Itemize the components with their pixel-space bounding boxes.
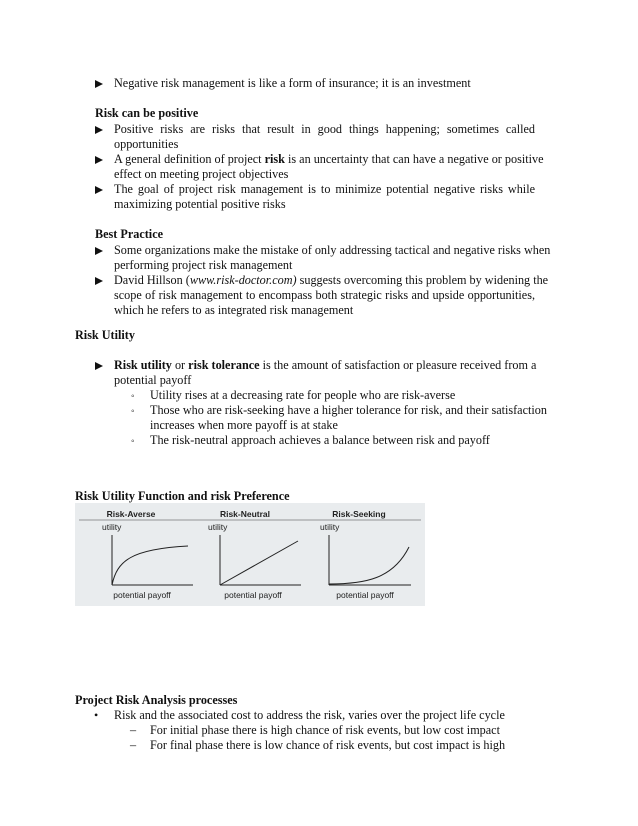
section-heading-positive: Risk can be positive xyxy=(95,106,199,120)
panel-title-seeking: Risk-Seeking xyxy=(332,509,386,519)
circle-bullet-icon: ◦ xyxy=(131,391,135,402)
panel-title-averse: Risk-Averse xyxy=(106,509,156,519)
utility-bullet-1-line-2: potential payoff xyxy=(114,373,192,387)
panel-averse xyxy=(112,535,193,585)
arrow-bullet-icon xyxy=(95,362,103,370)
analysis-sub-bullet-2: For final phase there is low chance of risk events, but cost impact is high xyxy=(150,738,506,752)
dash-bullet-icon: – xyxy=(130,723,137,737)
section-heading-best-practice: Best Practice xyxy=(95,227,164,241)
risk-utility-figure xyxy=(75,503,425,606)
section-heading-risk-utility: Risk Utility xyxy=(75,328,135,342)
round-bullet-icon: • xyxy=(94,708,99,722)
utility-curve-convex xyxy=(329,547,409,584)
utility-sub-bullet-2-line-2: increases when more payoff is at stake xyxy=(150,418,338,432)
xlabel-averse: potential payoff xyxy=(113,590,171,600)
xlabel-neutral: potential payoff xyxy=(224,590,282,600)
circle-bullet-icon: ◦ xyxy=(131,406,135,417)
panel-neutral xyxy=(220,535,301,585)
utility-line-linear xyxy=(220,541,298,585)
risk-utility-diagram xyxy=(75,503,425,606)
section-heading-analysis: Project Risk Analysis processes xyxy=(75,693,238,707)
best-bullet-1-line-1: Some organizations make the mistake of only addressing tactical and negative risks when xyxy=(114,243,551,257)
utility-bullet-1-line-1: Risk utility or risk tolerance is the amount of satisfaction or pleasure received from a xyxy=(114,358,537,372)
arrow-bullet-icon xyxy=(95,247,103,255)
positive-bullet-3-line-2: maximizing potential positive risks xyxy=(114,197,286,211)
utility-sub-bullet-3: The risk-neutral approach achieves a balance between risk and payoff xyxy=(150,433,490,447)
figure-heading: Risk Utility Function and risk Preference xyxy=(75,489,290,503)
positive-bullet-1-line-1: Positive risks are risks that result in good things happening; sometimes called xyxy=(114,122,535,136)
analysis-bullet-1: Risk and the associated cost to address the risk, varies over the project life cycle xyxy=(114,708,505,722)
positive-bullet-1-line-2: opportunities xyxy=(114,137,179,151)
arrow-bullet-icon xyxy=(95,80,103,88)
utility-curve-concave xyxy=(112,546,188,585)
utility-sub-bullet-2-line-1: Those who are risk-seeking have a higher tolerance for risk, and their satisfaction xyxy=(150,403,547,417)
utility-sub-bullet-1: Utility rises at a decreasing rate for people who are risk-averse xyxy=(150,388,456,402)
circle-bullet-icon: ◦ xyxy=(131,436,135,447)
arrow-bullet-icon xyxy=(95,277,103,285)
ylabel-neutral: utility xyxy=(208,522,228,532)
ylabel-averse: utility xyxy=(102,522,122,532)
dash-bullet-icon: – xyxy=(130,738,137,752)
xlabel-seeking: potential payoff xyxy=(336,590,394,600)
best-bullet-2-line-3: which he refers to as integrated risk management xyxy=(114,303,354,317)
arrow-bullet-icon xyxy=(95,156,103,164)
arrow-bullet-icon xyxy=(95,126,103,134)
best-bullet-2-line-2: scope of risk management to encompass both strategic risks and upside opportunities, xyxy=(114,288,535,302)
positive-bullet-3-line-1: The goal of project risk management is to minimize potential negative risks while xyxy=(114,182,535,196)
intro-bullet-text: Negative risk management is like a form of insurance; it is an investment xyxy=(114,76,471,90)
arrow-bullet-icon xyxy=(95,186,103,194)
panel-seeking xyxy=(329,535,411,585)
positive-bullet-2-line-2: effect on meeting project objectives xyxy=(114,167,289,181)
best-bullet-1-line-2: performing project risk management xyxy=(114,258,293,272)
best-bullet-2-line-1: David Hillson (www.risk-doctor.com) suggests overcoming this problem by widening the xyxy=(114,273,549,287)
analysis-sub-bullet-1: For initial phase there is high chance of risk events, but low cost impact xyxy=(150,723,500,737)
positive-bullet-2-line-1: A general definition of project risk is an uncertainty that can have a negative or positive xyxy=(114,152,544,166)
ylabel-seeking: utility xyxy=(320,522,340,532)
panel-title-neutral: Risk-Neutral xyxy=(219,509,271,519)
